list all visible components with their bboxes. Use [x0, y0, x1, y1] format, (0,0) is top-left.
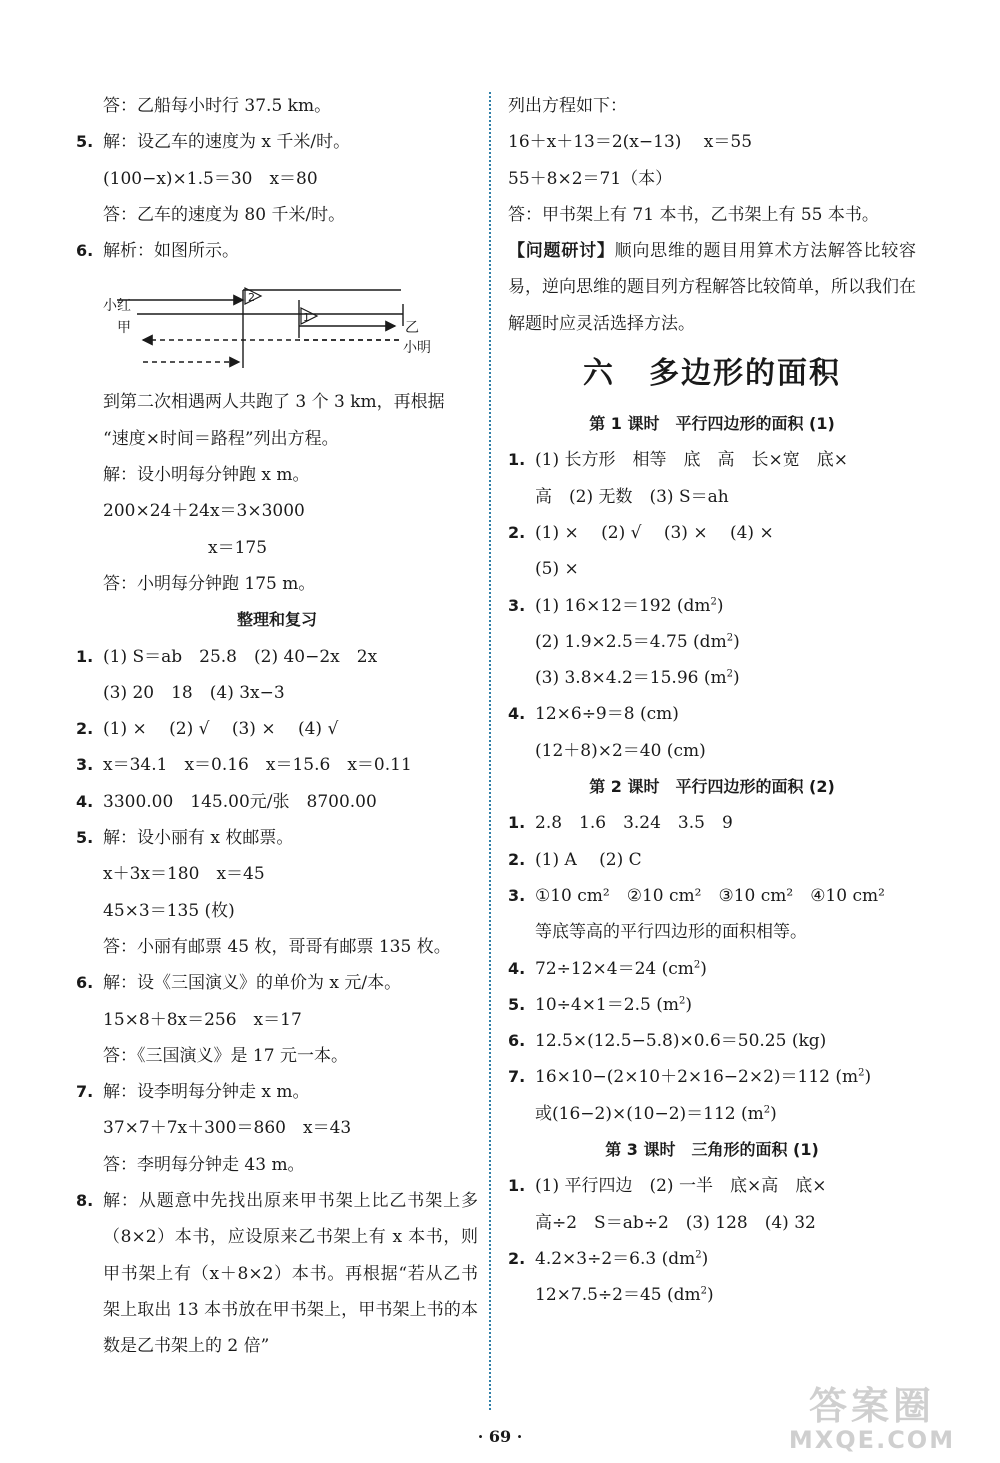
answer-text	[103, 820, 478, 856]
answer-line	[76, 88, 478, 124]
answer-text-main: 37×7＋7x＋300＝860 x＝43	[103, 1118, 352, 1139]
answer-line	[76, 124, 478, 160]
answer-text-main: 2.8 1.6 3.24 3.5 9	[535, 813, 733, 834]
answer-text	[103, 747, 478, 783]
left-column	[76, 88, 478, 1365]
watermark	[772, 1385, 972, 1453]
answer-text-tail: )	[716, 595, 724, 616]
item-number: 4.	[76, 791, 94, 811]
answer-line	[508, 1241, 916, 1277]
answer-text-main: (1) 长方形 相等 底 高 长×宽 底×	[535, 450, 848, 471]
answer-line	[76, 711, 478, 747]
answer-line	[508, 124, 916, 160]
answer-text-main: (2) 1.9×2.5＝4.75 (dm	[535, 631, 727, 652]
answer-paragraph	[76, 1183, 478, 1364]
answer-line	[508, 1096, 916, 1132]
answer-line	[76, 893, 478, 929]
answer-text-tail: )	[700, 958, 707, 979]
answer-text-tail: )	[685, 994, 692, 1015]
label-jia: 甲	[117, 320, 131, 337]
answer-text-tail: )	[770, 1103, 777, 1124]
answer-line	[76, 747, 478, 783]
answer-line	[508, 479, 916, 515]
answer-text-main: (12＋8)×2＝40 (cm)	[535, 740, 706, 761]
answer-text-main: 16×10−(2×10＋2×16−2×2)＝112 (m	[535, 1067, 859, 1088]
answer-text-main: (3) 20 18 (4) 3x−3	[103, 682, 285, 703]
answer-text-main: 或(16−2)×(10−2)＝112 (m	[535, 1103, 764, 1124]
item-number: 3.	[76, 755, 94, 775]
answer-text	[535, 1241, 916, 1277]
answer-text-main: (1) × (2) √ (3) × (4) √	[103, 719, 339, 740]
answer-text-tail: )	[707, 1285, 714, 1306]
answer-text-main: 答：《三国演义》是 17 元一本。	[103, 1045, 348, 1066]
chapter-number: 六	[583, 356, 615, 392]
answer-text-main: 200×24＋24x＝3×3000	[103, 501, 305, 522]
answer-text-main: 12.5×(12.5−5.8)×0.6＝50.25 (kg)	[535, 1031, 827, 1052]
item-number: 5.	[508, 994, 526, 1014]
lesson-heading: 第 3 课时 三角形的面积 (1)	[605, 1140, 819, 1160]
answer-line	[76, 820, 478, 856]
answer-line	[76, 530, 478, 566]
answer-line	[76, 1074, 478, 1110]
answer-text-main: x＋3x＝180 x＝45	[103, 864, 265, 885]
answer-text-main: 55＋8×2＝71（本）	[508, 168, 673, 189]
item-number: 3.	[508, 595, 526, 615]
answer-line	[508, 1023, 916, 1059]
answer-text	[103, 639, 478, 675]
diagram-row	[76, 269, 478, 384]
chapter-name: 多边形的面积	[649, 356, 841, 392]
answer-line	[508, 914, 916, 950]
answer-text	[103, 1074, 478, 1110]
answer-line	[76, 784, 478, 820]
answer-line	[508, 1168, 916, 1204]
answer-line	[508, 987, 916, 1023]
answer-line	[76, 457, 478, 493]
answer-line	[76, 856, 478, 892]
answer-line	[508, 1205, 916, 1241]
answer-text-main: 12×7.5÷2＝45 (dm	[535, 1285, 701, 1306]
answer-text-main: 45×3＝135 (枚)	[103, 900, 235, 921]
answer-text	[535, 951, 916, 987]
answer-text-main: 解：设《三国演义》的单价为 x 元/本。	[103, 973, 402, 994]
answer-text	[103, 233, 478, 269]
label-xiaoming: 小明	[403, 340, 431, 357]
answer-text-main: x＝34.1 x＝0.16 x＝15.6 x＝0.11	[103, 755, 412, 776]
right-column	[508, 88, 916, 1314]
answer-line	[76, 1038, 478, 1074]
superscript: 2	[710, 595, 717, 607]
answer-text-main: 3300.00 145.00元/张 8700.00	[103, 791, 377, 812]
answer-text-tail: )	[864, 1067, 872, 1088]
superscript: 2	[763, 1104, 771, 1116]
answer-line	[508, 588, 916, 624]
answer-text-main: (1) S＝ab 25.8 (2) 40−2x 2x	[103, 646, 378, 667]
answer-line	[508, 515, 916, 551]
answer-text-main: 15×8＋8x＝256 x＝17	[103, 1009, 302, 1030]
answer-text-main: 到第二次相遇两人共跑了 3 个 3 km，再根据	[103, 392, 445, 413]
answer-text-main: 解析：如图所示。	[103, 241, 239, 262]
answer-line	[508, 1059, 916, 1095]
answer-line	[508, 442, 916, 478]
answer-text	[535, 588, 916, 624]
item-number: 3.	[508, 885, 526, 905]
answer-text	[103, 124, 478, 160]
lesson-heading: 第 2 课时 平行四边形的面积 (2)	[589, 777, 835, 797]
watermark-url: MXQE.COM	[788, 1426, 956, 1454]
item-number: 2.	[508, 849, 526, 869]
answer-text-main: 72÷12×4＝24 (cm	[535, 958, 694, 979]
answer-line	[76, 197, 478, 233]
answer-text	[535, 805, 916, 841]
superscript: 2	[858, 1067, 865, 1079]
label-yi: 乙	[405, 320, 419, 337]
item-number: 6.	[76, 241, 94, 261]
answer-text-main: 答：乙车的速度为 80 千米/时。	[103, 204, 346, 225]
discussion-text: 顺向思维的题目用算术方法解答比较容易，逆向思维的题目列方程解答比较简单，所以我们在解题时应灵活选择方法。	[508, 241, 917, 334]
label-xiaohong: 小红	[103, 298, 131, 315]
answer-text-main: 高 (2) 无数 (3) S＝ah	[535, 486, 729, 507]
answer-line	[508, 88, 916, 124]
answer-text-main: 答：小丽有邮票 45 枚，哥哥有邮票 135 枚。	[103, 936, 451, 957]
answer-text	[535, 987, 916, 1023]
answer-line	[76, 421, 478, 457]
answer-line	[508, 878, 916, 914]
answer-text-main: 高÷2 S＝ab÷2 (3) 128 (4) 32	[535, 1212, 816, 1233]
answer-line	[508, 951, 916, 987]
meeting-diagram	[103, 280, 431, 375]
superscript: 2	[678, 995, 686, 1007]
item-number: 1.	[508, 813, 526, 833]
answer-text	[535, 842, 916, 878]
item-number: 1.	[508, 450, 526, 470]
item-number: 7.	[76, 1082, 94, 1102]
item-number: 2.	[76, 719, 94, 739]
answer-text-main: 解：设小明每分钟跑 x m。	[103, 465, 310, 486]
answer-text	[535, 442, 916, 478]
answer-line	[508, 551, 916, 587]
answer-line	[508, 197, 916, 233]
answer-text-main: 解：设李明每分钟走 x m。	[103, 1082, 310, 1103]
answer-line	[76, 384, 478, 420]
answer-text-main: (5) ×	[535, 559, 579, 580]
answer-line	[76, 965, 478, 1001]
answer-text-main: 答：李明每分钟走 43 m。	[103, 1154, 305, 1175]
meeting-mark-1: 1	[303, 311, 310, 325]
answer-line	[508, 161, 916, 197]
answer-line	[76, 1110, 478, 1146]
paragraph-text: 解：从题意中先找出原来甲书架上比乙书架上多（8×2）本书，应设原来乙书架上有 x 本书，则甲书架上有（x＋8×2）本书。再根据“若从乙书架上取出 13 本书放在甲书架上，甲书架上书的本数是乙书架上的 2 倍”	[103, 1191, 478, 1357]
lesson-heading: 第 1 课时 平行四边形的面积 (1)	[589, 414, 835, 434]
answer-text-main: 列出方程如下：	[508, 96, 627, 116]
item-number: 1.	[76, 646, 94, 666]
answer-text-main: ①10 cm² ②10 cm² ③10 cm² ④10 cm²	[535, 885, 885, 906]
answer-line	[508, 624, 916, 660]
item-number: 4.	[508, 958, 526, 978]
answer-line	[76, 639, 478, 675]
answer-text	[535, 1168, 916, 1204]
item-number: 5.	[76, 828, 94, 848]
answer-text-main: 解：设乙车的速度为 x 千米/时。	[103, 132, 351, 153]
answer-line	[76, 566, 478, 602]
answer-text-main: x＝175	[208, 537, 268, 558]
answer-text	[535, 1023, 916, 1059]
answer-line	[76, 675, 478, 711]
superscript: 2	[700, 1285, 708, 1297]
answer-text	[103, 784, 478, 820]
answer-text	[103, 965, 478, 1001]
answer-text-main: (3) 3.8×4.2＝15.96 (m	[535, 668, 727, 689]
answer-text-main: 等底等高的平行四边形的面积相等。	[535, 922, 807, 943]
answer-line	[508, 660, 916, 696]
answer-text-main: (100−x)×1.5＝30 x＝80	[103, 168, 318, 189]
answer-text	[535, 1059, 916, 1095]
answer-text-main: 16＋x＋13＝2(x−13) x＝55	[508, 132, 753, 153]
answer-text	[535, 696, 916, 732]
answer-line	[76, 161, 478, 197]
answer-line	[76, 929, 478, 965]
discussion-tag: 【问题研讨】	[508, 241, 615, 262]
meeting-mark-2: 2	[248, 291, 255, 305]
answer-line	[508, 1277, 916, 1313]
answer-line	[76, 493, 478, 529]
answer-line	[508, 733, 916, 769]
item-number: 6.	[508, 1031, 526, 1051]
answer-text-main: 10÷4×1＝2.5 (m	[535, 994, 679, 1015]
item-number: 2.	[508, 522, 526, 542]
answer-text-main: 解：设小丽有 x 枚邮票。	[103, 828, 294, 849]
item-number: 2.	[508, 1248, 526, 1268]
page-number: · 69 ·	[477, 1427, 523, 1446]
answer-text-main: 答：乙船每小时行 37.5 km。	[103, 96, 332, 116]
answer-text-tail: )	[733, 631, 740, 652]
answer-text	[535, 878, 916, 914]
item-number: 1.	[508, 1176, 526, 1196]
answer-text-main: 答：小明每分钟跑 175 m。	[103, 573, 316, 594]
item-number: 5.	[76, 132, 94, 152]
answer-text-main: (1) A (2) C	[535, 849, 642, 870]
watermark-logo: 答案圈	[808, 1384, 935, 1428]
superscript: 2	[693, 958, 701, 970]
section-heading: 整理和复习	[236, 610, 317, 630]
answer-text-main: 12×6÷9＝8 (cm)	[535, 704, 679, 725]
discussion-paragraph	[508, 233, 916, 342]
item-number: 6.	[76, 973, 94, 993]
answer-line	[508, 696, 916, 732]
superscript: 2	[726, 632, 734, 644]
answer-text	[535, 515, 916, 551]
answer-text-tail: )	[701, 1248, 709, 1269]
column-divider	[489, 92, 491, 1410]
answer-line	[508, 805, 916, 841]
answer-text	[103, 711, 478, 747]
answer-text-main: 4.2×3÷2＝6.3 (dm	[535, 1248, 696, 1269]
answer-line	[76, 1147, 478, 1183]
item-number: 8.	[76, 1191, 94, 1211]
answer-line	[508, 842, 916, 878]
answer-line	[76, 1002, 478, 1038]
answer-text-main: (1) 16×12＝192 (dm	[535, 595, 711, 616]
answer-text-tail: )	[733, 668, 740, 689]
superscript: 2	[695, 1249, 702, 1261]
answer-text-main: 答：甲书架上有 71 本书，乙书架上有 55 本书。	[508, 204, 879, 225]
chapter-title	[508, 342, 916, 406]
item-number: 7.	[508, 1067, 526, 1087]
answer-text-main: (1) × (2) √ (3) × (4) ×	[535, 522, 774, 543]
answer-line	[76, 233, 478, 269]
answer-text-main: (1) 平行四边 (2) 一半 底×高 底×	[535, 1176, 827, 1197]
item-number: 4.	[508, 704, 526, 724]
answer-text-main: “速度×时间＝路程”列出方程。	[103, 428, 339, 449]
superscript: 2	[726, 668, 733, 680]
